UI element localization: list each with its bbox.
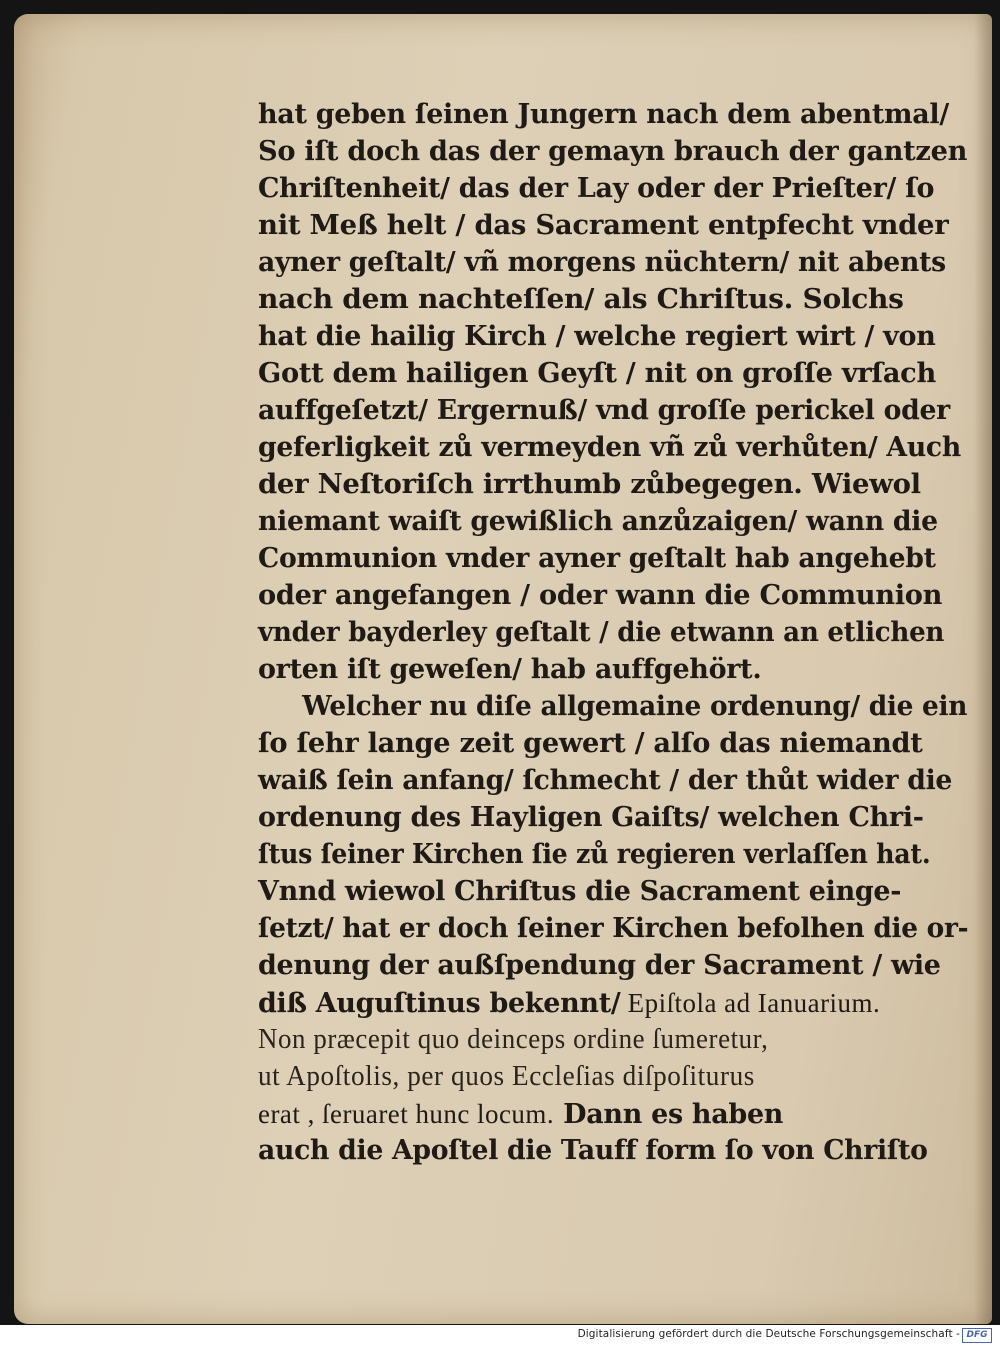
- text-line: der Neſtoriſch irrthumb zůbegegen. Wiewol: [258, 468, 921, 500]
- text-line: auch die Apoſtel die Tauff form ſo von Chriſto: [258, 1134, 928, 1166]
- text-line: niemant waiſt gewißlich anzůzaigen/ wann die: [258, 505, 938, 537]
- text-line: hat die hailig Kirch / welche regiert wirt / von: [258, 320, 936, 352]
- text-line: ayner geſtalt/ vñ morgens nüchtern/ nit abents: [258, 246, 946, 278]
- text-line: vnder bayderley geſtalt / die etwann an etlichen: [258, 616, 945, 648]
- mixed-script-line: [258, 1095, 944, 1132]
- fraktur-segment: Dann es haben: [554, 1098, 784, 1130]
- text-line: So iſt doch das der gemayn brauch der gantzen: [258, 135, 968, 167]
- text-line: ſo ſehr lange zeit gewert / alſo das niemandt: [258, 727, 923, 759]
- text-line: ordenung des Hayligen Gaiſts/ welchen Chri-: [258, 801, 924, 833]
- dfg-logo-icon: DFG: [962, 1328, 992, 1343]
- text-line: Vnnd wiewol Chriſtus die Sacrament einge-: [258, 875, 902, 907]
- page-text-block: [258, 96, 969, 1169]
- mixed-script-line: [258, 984, 944, 1021]
- text-line: waiß ſein anfang/ ſchmecht / der thůt wider die: [258, 764, 953, 796]
- text-line: nach dem nachteſſen/ als Chriſtus. Solchs: [258, 283, 904, 315]
- text-line: auffgeſetzt/ Ergernuß/ vnd groſſe perickel oder: [258, 394, 950, 426]
- text-line: Chriſtenheit/ das der Lay oder der Prieſter/ ſo: [258, 172, 935, 204]
- latin-segment: erat , ſeruaret hunc locum.: [258, 1098, 555, 1129]
- fraktur-segment: diß Auguſtinus bekennt/: [258, 987, 621, 1019]
- footer-bar: [0, 1325, 1000, 1345]
- page-edge-shadow: [974, 14, 992, 1324]
- text-line: orten iſt geweſen/ hab auffgehört.: [258, 653, 762, 685]
- latin-text-line: ut Apoſtolis, per quos Eccleſias diſpoſiturus: [258, 1061, 755, 1092]
- text-line: oder angefangen / oder wann die Communion: [258, 579, 943, 611]
- text-line: hat geben ſeinen Jungern nach dem abentmal/: [258, 98, 949, 130]
- text-line: ſtus ſeiner Kirchen ſie zů regieren verlaſſen hat.: [258, 838, 931, 870]
- paragraph-first-line: Welcher nu diſe allgemaine ordenung/ die ein: [302, 690, 968, 722]
- text-line: ſetzt/ hat er doch ſeiner Kirchen befolhen die or-: [258, 912, 969, 944]
- text-line: denung der außſpendung der Sacrament / wie: [258, 949, 941, 981]
- text-line: nit Meß helt / das Sacrament entpfecht vnder: [258, 209, 949, 241]
- funding-credit: Digitalisierung gefördert durch die Deutsche Forschungsgemeinschaft -: [577, 1328, 960, 1340]
- text-line: Communion vnder ayner geſtalt hab angehebt: [258, 542, 936, 574]
- text-line: geferligkeit zů vermeyden vñ zů verhůten/ Auch: [258, 431, 961, 463]
- latin-segment: Epiſtola ad Ianuarium.: [620, 987, 881, 1018]
- latin-text-line: Non præcepit quo deinceps ordine ſumeretur,: [258, 1024, 769, 1055]
- text-line: Gott dem hailigen Geyſt / nit on groſſe vrſach: [258, 357, 936, 389]
